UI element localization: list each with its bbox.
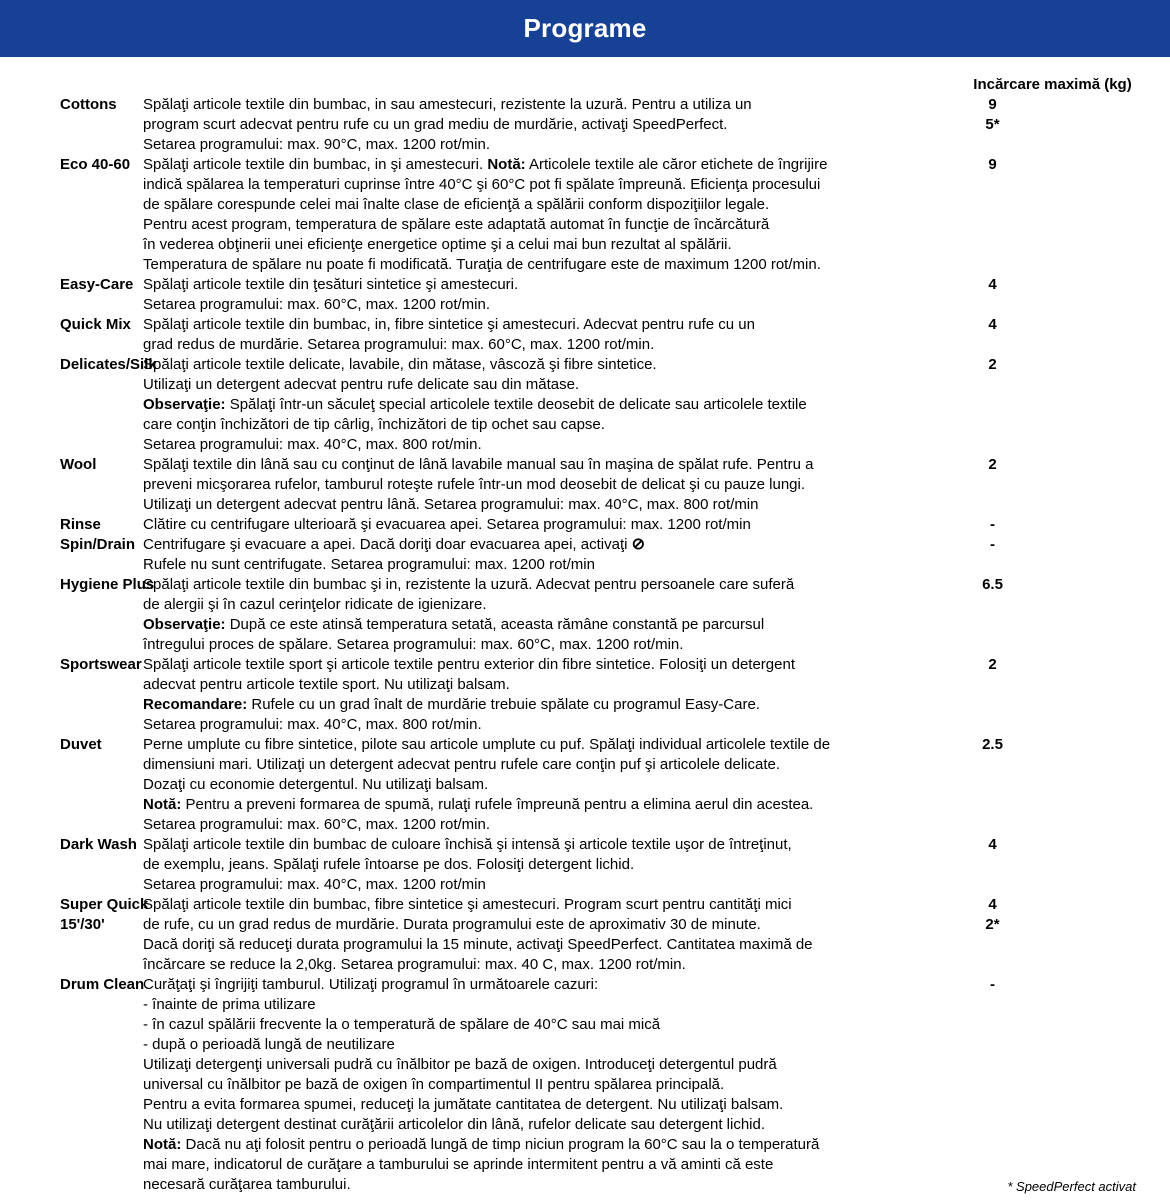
max-load-cell — [905, 895, 1080, 935]
max-load-value: - — [990, 976, 995, 993]
max-load-value: 5* — [985, 116, 1000, 133]
table-row — [0, 835, 1170, 895]
program-rows — [0, 95, 1170, 1195]
description-line: Temperatura de spălare nu poate fi modificată. Turaţia de centrifugare este de maximum 1200 rot/min. — [143, 256, 821, 273]
description-line: universal cu înălbitor pe bază de oxigen în compartimentul II pentru spălarea principală. — [143, 1076, 725, 1093]
program-name-line: Easy-Care — [60, 276, 134, 293]
program-name-line: Quick Mix — [60, 316, 131, 333]
description-line: Spălaţi articole textile din bumbac, in, fibre sintetice şi amestecuri. Adecvat pentru rufe cu un — [143, 316, 755, 333]
description-line: indică spălarea la temperaturi cuprinse între 40°C şi 60°C pot fi spălate împreună. Eficienţa procesului — [143, 176, 821, 193]
program-name — [0, 455, 143, 475]
description-line: Dacă doriţi să reduceţi durata programului la 15 minute, activaţi SpeedPerfect. Cantitatea maximă de — [143, 936, 813, 953]
program-description — [143, 895, 905, 975]
program-name-line: Rinse — [60, 516, 101, 533]
program-name — [0, 155, 143, 175]
max-load-value: 4 — [988, 836, 997, 853]
program-description — [143, 455, 905, 515]
description-line: în vederea obţinerii unei eficienţe energetice optime şi a celui mai bun rezultat al spălării. — [143, 236, 732, 253]
description-line: de rufe, cu un grad redus de murdărie. Durata programului este de aproximativ 30 de minute. — [143, 916, 761, 933]
description-line: care conţin închizători de tip cârlig, închizători de tip ochet sau capse. — [143, 416, 605, 433]
table-row — [0, 455, 1170, 515]
max-load-cell — [905, 95, 1080, 135]
description-line: de exemplu, jeans. Spălaţi rufele întoarse pe dos. Folosiţi detergent lichid. — [143, 856, 635, 873]
speedperfect-footnote: * SpeedPerfect activat — [1007, 1179, 1136, 1194]
table-row — [0, 315, 1170, 355]
table-header-row — [0, 75, 1170, 95]
description-line: Setarea programului: max. 40°C, max. 800 rot/min. — [143, 436, 482, 453]
programs-table — [0, 57, 1170, 1195]
table-row — [0, 155, 1170, 275]
max-load-cell — [905, 535, 1080, 555]
description-line: Spălaţi articole textile din bumbac, fibre sintetice şi amestecuri. Program scurt pentru cantităţi mici — [143, 896, 792, 913]
description-line: preveni micşorarea rufelor, tamburul roteşte rufele într-un mod deosebit de delicat şi cu pauze lungi. — [143, 476, 806, 493]
description-line: Notă: Dacă nu aţi folosit pentru o perioadă lungă de timp niciun program la 60°C sau la o temperatură — [143, 1136, 820, 1153]
description-line: Spălaţi articole textile delicate, lavabile, din mătase, vâscoză şi fibre sintetice. — [143, 356, 657, 373]
description-line: Utilizaţi un detergent adecvat pentru lână. Setarea programului: max. 40°C, max. 800 rot/min — [143, 496, 759, 513]
program-name — [0, 355, 157, 375]
description-line: Rufele nu sunt centrifugate. Setarea programului: max. 1200 rot/min — [143, 556, 595, 573]
program-description — [143, 655, 905, 735]
program-name-line: Eco 40-60 — [60, 156, 131, 173]
table-row — [0, 575, 1170, 655]
program-name — [0, 275, 143, 295]
description-line: program scurt adecvat pentru rufe cu un grad mediu de murdărie, activaţi SpeedPerfect. — [143, 116, 728, 133]
max-load-cell — [905, 515, 1080, 535]
description-line: Perne umplute cu fibre sintetice, pilote sau articole umplute cu puf. Spălaţi individual articolele textile de — [143, 736, 831, 753]
description-line: Spălaţi articole textile din bumbac, in şi amestecuri. Notă: Articolele textile ale căror etichete de îngrijire — [143, 156, 828, 173]
description-line: mai mare, indicatorul de curăţare a tamburului se aprinde intermitent pentru a vă aminti că este — [143, 1156, 774, 1173]
description-line: - după o perioadă lungă de neutilizare — [143, 1036, 395, 1053]
description-line: Utilizaţi detergenţi universali pudră cu înălbitor pe bază de oxigen. Introduceţi detergentul pudră — [143, 1056, 777, 1073]
description-line: Pentru a evita formarea spumei, reduceţi la jumătate cantitatea de detergent. Nu utilizaţi balsam. — [143, 1096, 784, 1113]
table-row — [0, 515, 1170, 535]
program-name — [0, 735, 143, 755]
description-line: Spălaţi articole textile din bumbac, in sau amestecuri, rezistente la uzură. Pentru a utiliza un — [143, 96, 752, 113]
table-row — [0, 735, 1170, 835]
description-line: dimensiuni mari. Utilizaţi un detergent adecvat pentru rufele care conţin puf şi articolele delicate. — [143, 756, 781, 773]
program-name-line: Wool — [60, 456, 97, 473]
description-line: Notă: Pentru a preveni formarea de spumă, rulaţi rufele împreună pentru a elimina aerul din acestea. — [143, 796, 814, 813]
table-row — [0, 895, 1170, 975]
description-line: Setarea programului: max. 60°C, max. 1200 rot/min. — [143, 816, 490, 833]
max-load-value: 9 — [988, 96, 997, 113]
program-name — [0, 975, 143, 995]
description-line: Recomandare: Rufele cu un grad înalt de murdărie trebuie spălate cu programul Easy-Care. — [143, 696, 760, 713]
table-row — [0, 355, 1170, 455]
max-load-value: 2.5 — [982, 736, 1003, 753]
description-line: Curăţaţi şi îngrijiţi tamburul. Utilizaţi programul în următoarele cazuri: — [143, 976, 599, 993]
description-line: Nu utilizaţi detergent destinat curăţării articolelor din lână, rufelor delicate sau detergent lichid. — [143, 1116, 766, 1133]
description-line: Setarea programului: max. 90°C, max. 1200 rot/min. — [143, 136, 490, 153]
program-name — [0, 655, 143, 675]
description-line: încărcare se reduce la 2,0kg. Setarea programului: max. 40 C, max. 1200 rot/min. — [143, 956, 686, 973]
max-load-cell — [905, 355, 1080, 375]
max-load-value: 9 — [988, 156, 997, 173]
max-load-value: 4 — [988, 276, 997, 293]
max-load-cell — [905, 315, 1080, 335]
max-load-column-header: Incărcare maximă (kg) — [973, 76, 1132, 93]
program-name — [0, 315, 143, 335]
program-name-line: Dark Wash — [60, 836, 137, 853]
table-row — [0, 275, 1170, 315]
max-load-value: 2 — [988, 356, 997, 373]
program-description — [143, 735, 905, 835]
program-description — [143, 155, 905, 275]
program-name-line: 15'/30' — [60, 916, 105, 933]
max-load-cell — [905, 575, 1080, 595]
program-name-line: Sportswear — [60, 656, 142, 673]
max-load-value: 4 — [988, 896, 997, 913]
max-load-value: 6.5 — [982, 576, 1003, 593]
table-row — [0, 95, 1170, 155]
program-name-line: Duvet — [60, 736, 102, 753]
program-description — [143, 95, 905, 155]
description-line: Spălaţi textile din lână sau cu conţinut de lână lavabile manual sau în maşina de spălat rufe. Pentru a — [143, 456, 814, 473]
program-name — [0, 575, 155, 595]
program-description — [143, 355, 905, 455]
description-line: necesară curăţarea tamburului. — [143, 1176, 351, 1193]
title-bar — [0, 0, 1170, 57]
description-line: Spălaţi articole textile din bumbac de culoare închisă şi intensă şi articole textile uşor de întreţinut, — [143, 836, 792, 853]
description-line: Pentru acest program, temperatura de spălare este adaptată automat în funcţie de încărcătură — [143, 216, 770, 233]
max-load-cell — [905, 155, 1080, 175]
description-line: Setarea programului: max. 40°C, max. 800 rot/min. — [143, 716, 482, 733]
description-line: de spălare corespunde celei mai înalte clase de eficienţă a spălării conform dispoziţiilor legale. — [143, 196, 770, 213]
max-load-value: 2 — [988, 656, 997, 673]
program-name — [0, 515, 143, 535]
program-name-line: Super Quick — [60, 896, 149, 913]
max-load-cell — [905, 735, 1080, 755]
description-line: Centrifugare şi evacuare a apei. Dacă doriţi doar evacuarea apei, activaţi ⊘ — [143, 536, 646, 553]
table-row — [0, 655, 1170, 735]
max-load-cell — [905, 655, 1080, 675]
description-line: întregului proces de spălare. Setarea programului: max. 60°C, max. 1200 rot/min. — [143, 636, 684, 653]
program-name — [0, 895, 149, 935]
description-line: adecvat pentru articole textile sport. Nu utilizaţi balsam. — [143, 676, 510, 693]
program-name-line: Hygiene Plus — [60, 576, 155, 593]
program-name — [0, 535, 143, 555]
program-description — [143, 535, 905, 575]
program-description — [143, 315, 905, 355]
description-line: Spălaţi articole textile sport şi articole textile pentru exterior din fibre sintetice. Folosiţi un detergent — [143, 656, 795, 673]
no-spin-icon: ⊘ — [631, 536, 646, 553]
description-line: Setarea programului: max. 60°C, max. 1200 rot/min. — [143, 296, 490, 313]
program-description — [143, 575, 905, 655]
max-load-value: 4 — [988, 316, 997, 333]
description-line: grad redus de murdărie. Setarea programului: max. 60°C, max. 1200 rot/min. — [143, 336, 655, 353]
description-line: Observaţie: După ce este atinsă temperatura setată, aceasta rămâne constantă pe parcursul — [143, 616, 765, 633]
page-title: Programe — [523, 13, 647, 43]
max-load-value: 2 — [988, 456, 997, 473]
program-name — [0, 95, 143, 115]
max-load-value: 2* — [985, 916, 1000, 933]
max-load-cell — [905, 835, 1080, 855]
description-line: Dozaţi cu economie detergentul. Nu utilizaţi balsam. — [143, 776, 489, 793]
description-line: Observaţie: Spălaţi într-un săculeţ special articolele textile deosebit de delicate sau articolele textile — [143, 396, 807, 413]
program-description — [143, 975, 905, 1195]
description-line: - înainte de prima utilizare — [143, 996, 316, 1013]
max-load-value: - — [990, 536, 995, 553]
table-row — [0, 975, 1170, 1195]
description-line: Clătire cu centrifugare ulterioară şi evacuarea apei. Setarea programului: max. 1200 rot/min — [143, 516, 751, 533]
program-name-line: Spin/Drain — [60, 536, 136, 553]
program-name-line: Drum Clean — [60, 976, 145, 993]
description-line: Spălaţi articole textile din bumbac şi in, rezistente la uzură. Adecvat pentru persoanele care suferă — [143, 576, 795, 593]
program-name-line: Cottons — [60, 96, 117, 113]
max-load-cell — [905, 975, 1080, 995]
description-line: - în cazul spălării frecvente la o temperatură de spălare de 40°C sau mai mică — [143, 1016, 661, 1033]
description-line: de alergii şi în cazul cerinţelor ridicate de igienizare. — [143, 596, 487, 613]
max-load-cell — [905, 455, 1080, 475]
description-line: Spălaţi articole textile din ţesături sintetice şi amestecuri. — [143, 276, 519, 293]
table-row — [0, 535, 1170, 575]
program-name — [0, 835, 143, 855]
program-description — [143, 835, 905, 895]
max-load-cell — [905, 275, 1080, 295]
program-description — [143, 275, 905, 315]
description-line: Utilizaţi un detergent adecvat pentru rufe delicate sau din mătase. — [143, 376, 580, 393]
description-line: Setarea programului: max. 40°C, max. 1200 rot/min — [143, 876, 486, 893]
program-name-line: Delicates/Silk — [60, 356, 157, 373]
max-load-value: - — [990, 516, 995, 533]
program-description — [143, 515, 905, 535]
